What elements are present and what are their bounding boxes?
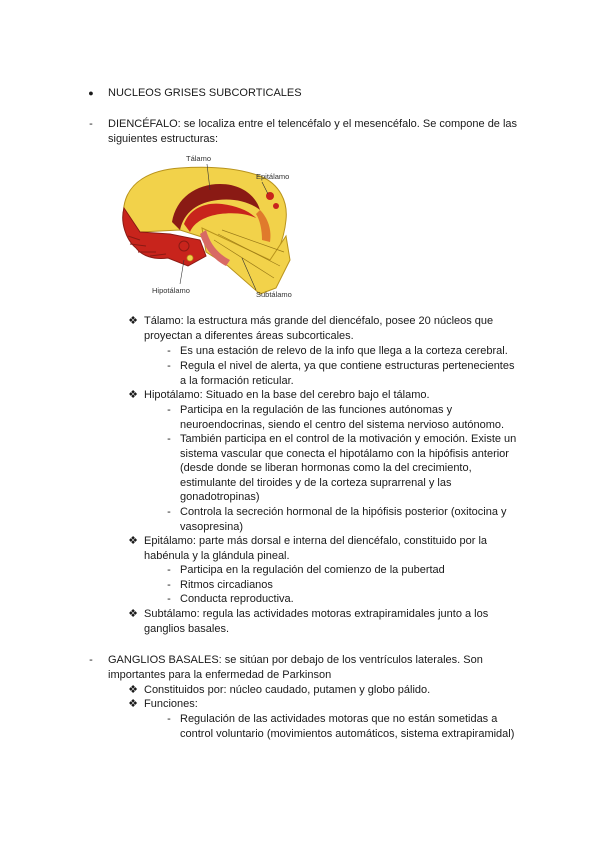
hipotalamo-sub-3-line-1: Controla la secreción hormonal de la hipófisis posterior (oxitocina y — [180, 506, 507, 518]
hipotalamo-line-1: Hipotálamo: Situado en la base del cerebro bajo el tálamo. — [144, 389, 430, 401]
hipotalamo-sub-2-line-5: gonadotropinas) — [180, 491, 260, 503]
dash-marker: - — [89, 118, 93, 130]
diencefalo-line-2: siguientes estructuras: — [108, 133, 219, 145]
dash-marker: - — [167, 506, 171, 518]
brain-figure — [110, 148, 340, 300]
dash-marker: - — [167, 713, 171, 725]
ganglios-line-1: GANGLIOS BASALES: se sitúan por debajo de los ventrículos laterales. Son — [108, 654, 483, 666]
hipotalamo-sub-2-line-4: estimulante del tiroides y de la corteza suprarrenal y las — [180, 477, 452, 489]
bullet-marker: ● — [88, 88, 94, 98]
ganglios-sub-1-line-1: Regulación de las actividades motoras que no están sometidas a — [180, 713, 498, 725]
talamo-sub-2-line-2: a la formación reticular. — [180, 375, 294, 387]
diamond-marker: ❖ — [128, 608, 138, 620]
subtalamo-line-2: ganglios basales. — [144, 623, 230, 635]
hipotalamo-sub-2-line-2: sistema vascular que conecta el hipotálamo con la hipófisis anterior — [180, 448, 509, 460]
epitalamo-sub-2: Ritmos circadianos — [180, 579, 273, 591]
dash-marker: - — [167, 564, 171, 576]
ganglios-line-2: importantes para la enfermedad de Parkinson — [108, 669, 332, 681]
talamo-line-2: proyectan a diferentes áreas subcorticales. — [144, 330, 354, 342]
dash-marker: - — [167, 404, 171, 416]
diencefalo-line-1: DIENCÉFALO: se localiza entre el telencéfalo y el mesencéfalo. Se compone de las — [108, 118, 518, 130]
diamond-marker: ❖ — [128, 389, 138, 401]
label-subtalamo: Subtálamo — [256, 290, 292, 299]
hipotalamo-sub-1-line-2: neuroendocrinas, siendo el centro del sistema nervioso autónomo. — [180, 419, 505, 431]
talamo-sub-1-line-1: Es una estación de relevo de la info que llega a la corteza cerebral. — [180, 345, 508, 357]
hipotalamo-sub-1-line-1: Participa en la regulación de las funciones autónomas y — [180, 404, 453, 416]
label-epitalamo: Epitálamo — [256, 172, 290, 181]
diamond-marker: ❖ — [128, 698, 138, 710]
dash-marker: - — [167, 345, 171, 357]
hipotalamo-sub-3-line-2: vasopresina) — [180, 521, 243, 533]
dash-marker: - — [167, 360, 171, 372]
diamond-marker: ❖ — [128, 315, 138, 327]
hipotalamo-sub-2-line-1: También participa en el control de la motivación y emoción. Existe un — [180, 433, 517, 445]
diamond-marker: ❖ — [128, 535, 138, 547]
dash-marker: - — [167, 579, 171, 591]
epitalamo-line-2: habénula y la glándula pineal. — [144, 550, 290, 562]
ganglios-item-1: Constituidos por: núcleo caudado, putamen y globo pálido. — [144, 684, 431, 696]
dash-marker: - — [167, 433, 171, 445]
ganglios-item-2: Funciones: — [144, 698, 198, 710]
diamond-marker: ❖ — [128, 684, 138, 696]
dash-marker: - — [89, 654, 93, 666]
epitalamo-sub-1: Participa en la regulación del comienzo de la pubertad — [180, 564, 445, 576]
brain-illustration — [110, 148, 340, 300]
talamo-sub-2-line-1: Regula el nivel de alerta, ya que contiene estructuras pertenecientes — [180, 360, 515, 372]
label-hipotalamo: Hipotálamo — [152, 286, 190, 295]
heading: NUCLEOS GRISES SUBCORTICALES — [108, 87, 302, 99]
epitalamo-sub-3: Conducta reproductiva. — [180, 593, 294, 605]
dash-marker: - — [167, 593, 171, 605]
epitalamo-line-1: Epitálamo: parte más dorsal e interna del diencéfalo, constituido por la — [144, 535, 488, 547]
hipotalamo-sub-2-line-3: (desde donde se liberan hormonas como la del crecimiento, — [180, 462, 472, 474]
subtalamo-line-1: Subtálamo: regula las actividades motoras extrapiramidales junto a los — [144, 608, 489, 620]
label-talamo: Tálamo — [186, 154, 212, 163]
talamo-line-1: Tálamo: la estructura más grande del diencéfalo, posee 20 núcleos que — [144, 315, 494, 327]
ganglios-sub-1-line-2: control voluntario (movimientos automáticos, sistema extrapiramidal) — [180, 728, 515, 740]
